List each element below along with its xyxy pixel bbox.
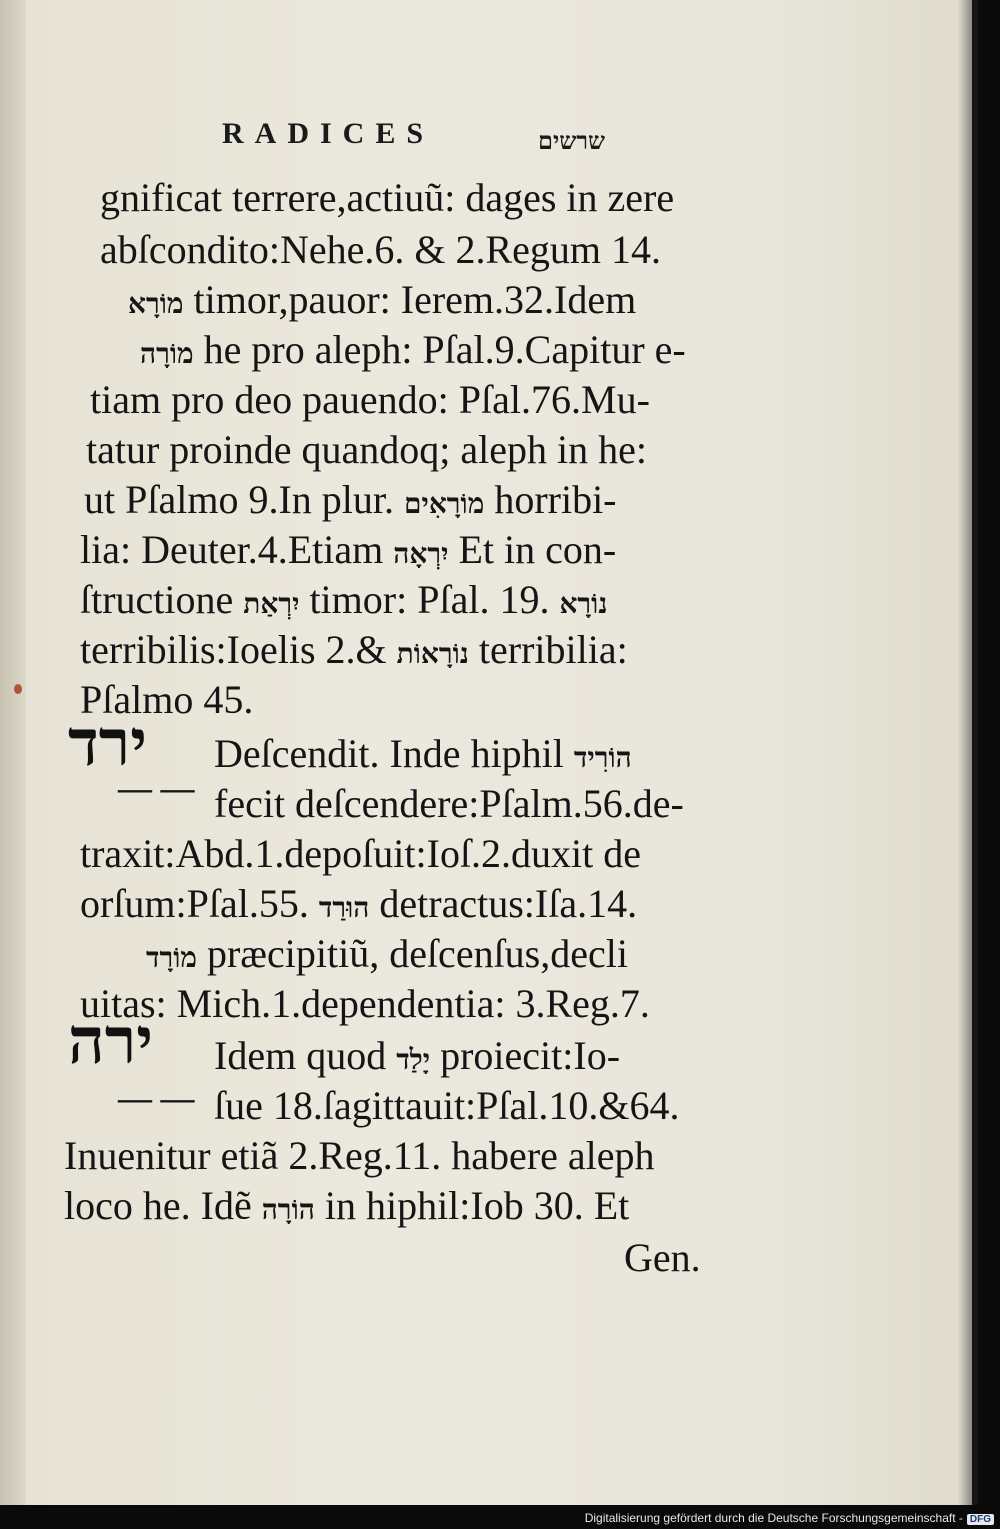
hebrew-word: מוֹרָא xyxy=(128,287,184,320)
latin-text: loco he. Idẽ xyxy=(64,1183,262,1228)
hebrew-word: נוֹרָא xyxy=(559,587,608,620)
hebrew-word: הוֹרָה xyxy=(261,1193,315,1226)
latin-text: abſcondito:Nehe.6. & 2.Regum 14. xyxy=(100,227,662,272)
text-line xyxy=(100,175,675,220)
latin-text: præcipitiũ, deſcenſus,decli xyxy=(196,931,628,976)
text-line xyxy=(86,427,647,472)
latin-text: Pſalmo 45. xyxy=(80,677,254,722)
latin-text: detractus:Iſa.14. xyxy=(369,881,638,926)
text-line xyxy=(80,881,638,926)
latin-text: Gen. xyxy=(624,1235,701,1280)
root-entry-yrh: ירה xyxy=(68,1004,154,1079)
text-line xyxy=(80,627,628,672)
latin-text: timor: Pſal. 19. xyxy=(299,577,560,622)
running-head-hebrew: שרשים xyxy=(538,126,606,155)
hebrew-word: מוֹרָאִים xyxy=(404,487,485,520)
latin-text: timor,pauor: Ierem.32.Idem xyxy=(183,277,637,322)
latin-text: horribi- xyxy=(484,477,617,522)
latin-text: Idem quod xyxy=(214,1033,397,1078)
latin-text: ſtructione xyxy=(80,577,244,622)
running-head-latin: RADICES xyxy=(222,117,435,150)
text-line xyxy=(214,781,684,826)
latin-text: ut Pſalmo 9.In plur. xyxy=(84,477,404,522)
text-line xyxy=(80,831,642,876)
text-line xyxy=(90,377,650,422)
latin-text: lia: Deuter.4.Etiam xyxy=(80,527,394,572)
text-line xyxy=(80,677,254,722)
root-entry-yrd: ירד xyxy=(68,706,147,781)
hebrew-word: נוֹרָאוֹת xyxy=(396,637,469,670)
text-line xyxy=(624,1235,701,1280)
text-line xyxy=(214,1033,621,1078)
text-line xyxy=(128,277,637,322)
latin-text: fecit deſcendere:Pſalm.56.de- xyxy=(214,781,684,826)
latin-text: traxit:Abd.1.depoſuit:Ioſ.2.duxit de xyxy=(80,831,642,876)
page-gutter xyxy=(0,0,26,1505)
hebrew-word: יִרְאַת xyxy=(243,587,300,620)
credit-text: Digitalisierung gefördert durch die Deutsche Forschungsgemeinschaft - xyxy=(584,1511,963,1525)
latin-text: Inuenitur etiã 2.Reg.11. habere aleph xyxy=(64,1133,655,1178)
text-line xyxy=(214,731,632,776)
text-line xyxy=(64,1133,655,1178)
paper-stain xyxy=(14,684,22,694)
text-line xyxy=(80,527,617,572)
latin-text: tiam pro deo pauendo: Pſal.76.Mu- xyxy=(90,377,650,422)
text-line xyxy=(84,477,617,522)
hebrew-word: הוֹרִיד xyxy=(573,741,632,774)
page-edge xyxy=(958,0,972,1505)
latin-text: Et in con- xyxy=(448,527,617,572)
dfg-logo: DFG xyxy=(967,1514,994,1525)
latin-text: proiecit:Io- xyxy=(430,1033,621,1078)
text-line xyxy=(80,981,650,1026)
latin-text: in hiphil:Iob 30. Et xyxy=(314,1183,630,1228)
text-line xyxy=(140,327,686,372)
latin-text: Deſcendit. Inde hiphil xyxy=(214,731,574,776)
hebrew-word: מוֹרָד xyxy=(146,941,197,974)
digitization-credit xyxy=(585,1511,994,1525)
text-line xyxy=(100,227,662,272)
text-line xyxy=(214,1083,680,1128)
latin-text: terribilia: xyxy=(468,627,628,672)
text-line xyxy=(146,931,628,976)
hebrew-word: יִרְאָה xyxy=(393,537,449,570)
hebrew-word: מוֹרָה xyxy=(140,337,194,370)
latin-text: gnificat terrere,actiuũ: dages in zere xyxy=(100,175,675,220)
text-line xyxy=(64,1183,630,1228)
root-dash-yrd: — — xyxy=(118,770,195,807)
hebrew-word: הוּרַד xyxy=(318,891,370,924)
text-line xyxy=(80,577,608,622)
latin-text: uitas: Mich.1.dependentia: 3.Reg.7. xyxy=(80,981,650,1026)
latin-text: tatur proinde quandoq; aleph in he: xyxy=(86,427,647,472)
root-dash-yrh: — — xyxy=(118,1080,195,1117)
latin-text: terribilis:Ioelis 2.& xyxy=(80,627,397,672)
hebrew-word: יָלַד xyxy=(396,1043,431,1076)
latin-text: orſum:Pſal.55. xyxy=(80,881,319,926)
latin-text: he pro aleph: Pſal.9.Capitur e- xyxy=(193,327,686,372)
latin-text: ſue 18.ſagittauit:Pſal.10.&64. xyxy=(214,1083,680,1128)
